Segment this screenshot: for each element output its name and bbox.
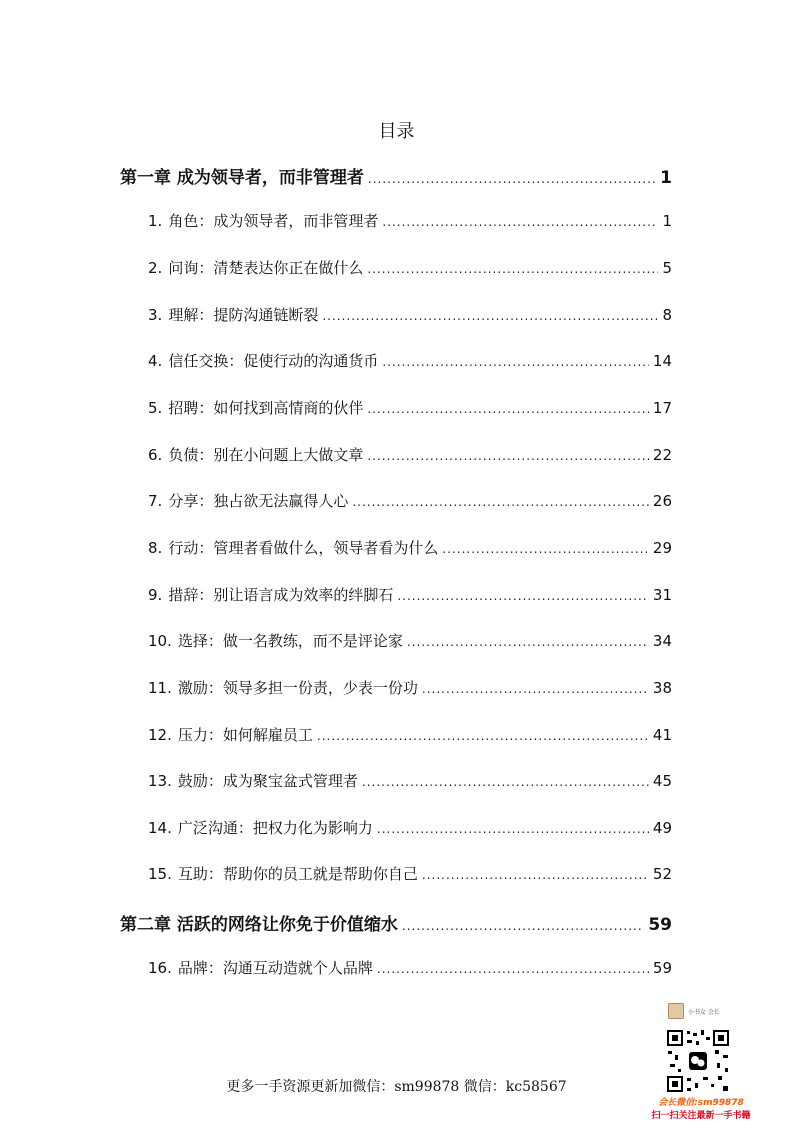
toc-section-number: 8. (148, 539, 163, 557)
toc-chapter-1[interactable] (0, 163, 793, 187)
footer-note: 更多一手资源更新加微信：sm99878 微信：kc58567 (226, 1079, 567, 1095)
dot-leader (362, 772, 649, 790)
toc-chapter-2[interactable] (0, 910, 793, 934)
toc-section-14[interactable] (0, 817, 793, 841)
toc-page-number: 14 (652, 352, 672, 370)
toc-entry-text: 招聘：如何找到高情商的伙伴 (168, 399, 364, 417)
toc-section-5[interactable] (0, 397, 793, 421)
toc-section-number: 9. (148, 586, 163, 604)
toc-section-15[interactable] (0, 863, 793, 887)
toc-entry-text: 问询：清楚表达你正在做什么 (168, 259, 364, 277)
toc-section-number: 7. (148, 492, 163, 510)
toc-page-number: 31 (652, 586, 672, 604)
badge-scan-hint: 扫一扫关注最新一手书籍 (651, 1111, 751, 1121)
toc-section-number: 12. (148, 726, 172, 744)
toc-section-16[interactable] (0, 957, 793, 981)
dot-leader (377, 959, 649, 977)
toc-entry-text: 选择：做一名教练，而不是评论家 (177, 632, 403, 650)
toc-section-number: 14. (148, 819, 172, 837)
toc-section-3[interactable] (0, 304, 793, 328)
wechat-qr-badge[interactable] (640, 1003, 762, 1120)
toc-section-number: 1. (148, 212, 163, 230)
toc-section-number: 5. (148, 399, 163, 417)
toc-page-number: 59 (652, 959, 672, 977)
toc-entry-text: 鼓励：成为聚宝盆式管理者 (177, 772, 358, 790)
toc-entry-text: 压力：如何解雇员工 (177, 726, 313, 744)
badge-header (668, 1003, 720, 1019)
badge-wechat-id: 会长微信:sm99878 (658, 1098, 744, 1108)
toc-section-number: 4. (148, 352, 163, 370)
toc-section-number: 11. (148, 679, 172, 697)
toc-entry-text: 分享：独占欲无法赢得人心 (168, 492, 349, 510)
toc-page-number: 8 (662, 306, 672, 324)
dot-leader (352, 492, 649, 510)
toc-page-number: 22 (652, 446, 672, 464)
toc-entry-text: 第一章 成为领导者，而非管理者 (120, 168, 364, 188)
toc-page-number: 17 (652, 399, 672, 417)
toc-entry-text: 广泛沟通：把权力化为影响力 (177, 819, 373, 837)
toc-page-number: 5 (662, 259, 672, 277)
toc-page-number: 1 (660, 168, 672, 188)
toc-section-number: 10. (148, 632, 172, 650)
toc-section-10[interactable] (0, 630, 793, 654)
dot-leader (317, 726, 649, 744)
toc-entry-text: 激励：领导多担一份责，少表一份功 (177, 679, 418, 697)
toc-section-2[interactable] (0, 257, 793, 281)
toc-section-4[interactable] (0, 350, 793, 374)
dot-leader (422, 679, 649, 697)
toc-entry-text: 品牌：沟通互动造就个人品牌 (177, 959, 373, 977)
toc-page-number: 52 (652, 865, 672, 883)
toc-page-number: 38 (652, 679, 672, 697)
toc-page-number: 1 (662, 212, 672, 230)
dot-leader (367, 259, 658, 277)
dot-leader (382, 352, 649, 370)
toc-page-number: 26 (652, 492, 672, 510)
toc-entry-text: 措辞：别让语言成为效率的绊脚石 (168, 586, 394, 604)
toc-page-number: 29 (652, 539, 672, 557)
toc-section-number: 16. (148, 959, 172, 977)
dot-leader (367, 399, 649, 417)
toc-section-number: 2. (148, 259, 163, 277)
toc-entry-text: 行动：管理者看做什么，领导者看为什么 (168, 539, 439, 557)
toc-section-11[interactable] (0, 677, 793, 701)
toc-page-number: 49 (652, 819, 672, 837)
toc-entry-text: 互助：帮助你的员工就是帮助你自己 (177, 865, 418, 883)
dot-leader (322, 306, 658, 324)
toc-section-12[interactable] (0, 724, 793, 748)
toc-section-6[interactable] (0, 444, 793, 468)
dot-leader (442, 539, 649, 557)
toc-section-number: 3. (148, 306, 163, 324)
toc-entry-text: 角色：成为领导者，而非管理者 (168, 212, 379, 230)
dot-leader (407, 632, 649, 650)
dot-leader (397, 586, 649, 604)
toc-page-number: 34 (652, 632, 672, 650)
avatar (668, 1003, 684, 1019)
toc-section-number: 13. (148, 772, 172, 790)
toc-page-number: 59 (648, 915, 672, 935)
toc-entry-text: 理解：提防沟通链断裂 (168, 306, 319, 324)
badge-name: 小书女 会长 (688, 1008, 720, 1016)
dot-leader (382, 212, 658, 230)
toc-section-number: 6. (148, 446, 163, 464)
toc-page-number: 45 (652, 772, 672, 790)
toc-section-8[interactable] (0, 537, 793, 561)
toc-section-9[interactable] (0, 584, 793, 608)
toc-entry-text: 信任交换：促使行动的沟通货币 (168, 352, 379, 370)
dot-leader (422, 865, 649, 883)
toc-section-7[interactable] (0, 490, 793, 514)
dot-leader (402, 915, 644, 935)
dot-leader (368, 168, 656, 188)
toc-section-13[interactable] (0, 770, 793, 794)
toc-section-1[interactable] (0, 210, 793, 234)
dot-leader (377, 819, 649, 837)
toc-section-number: 15. (148, 865, 172, 883)
toc-entry-text: 负债：别在小问题上大做文章 (168, 446, 364, 464)
dot-leader (367, 446, 649, 464)
toc-page-number: 41 (652, 726, 672, 744)
toc-title: 目录 (378, 121, 415, 142)
toc-entry-text: 第二章 活跃的网络让你免于价值缩水 (120, 915, 398, 935)
